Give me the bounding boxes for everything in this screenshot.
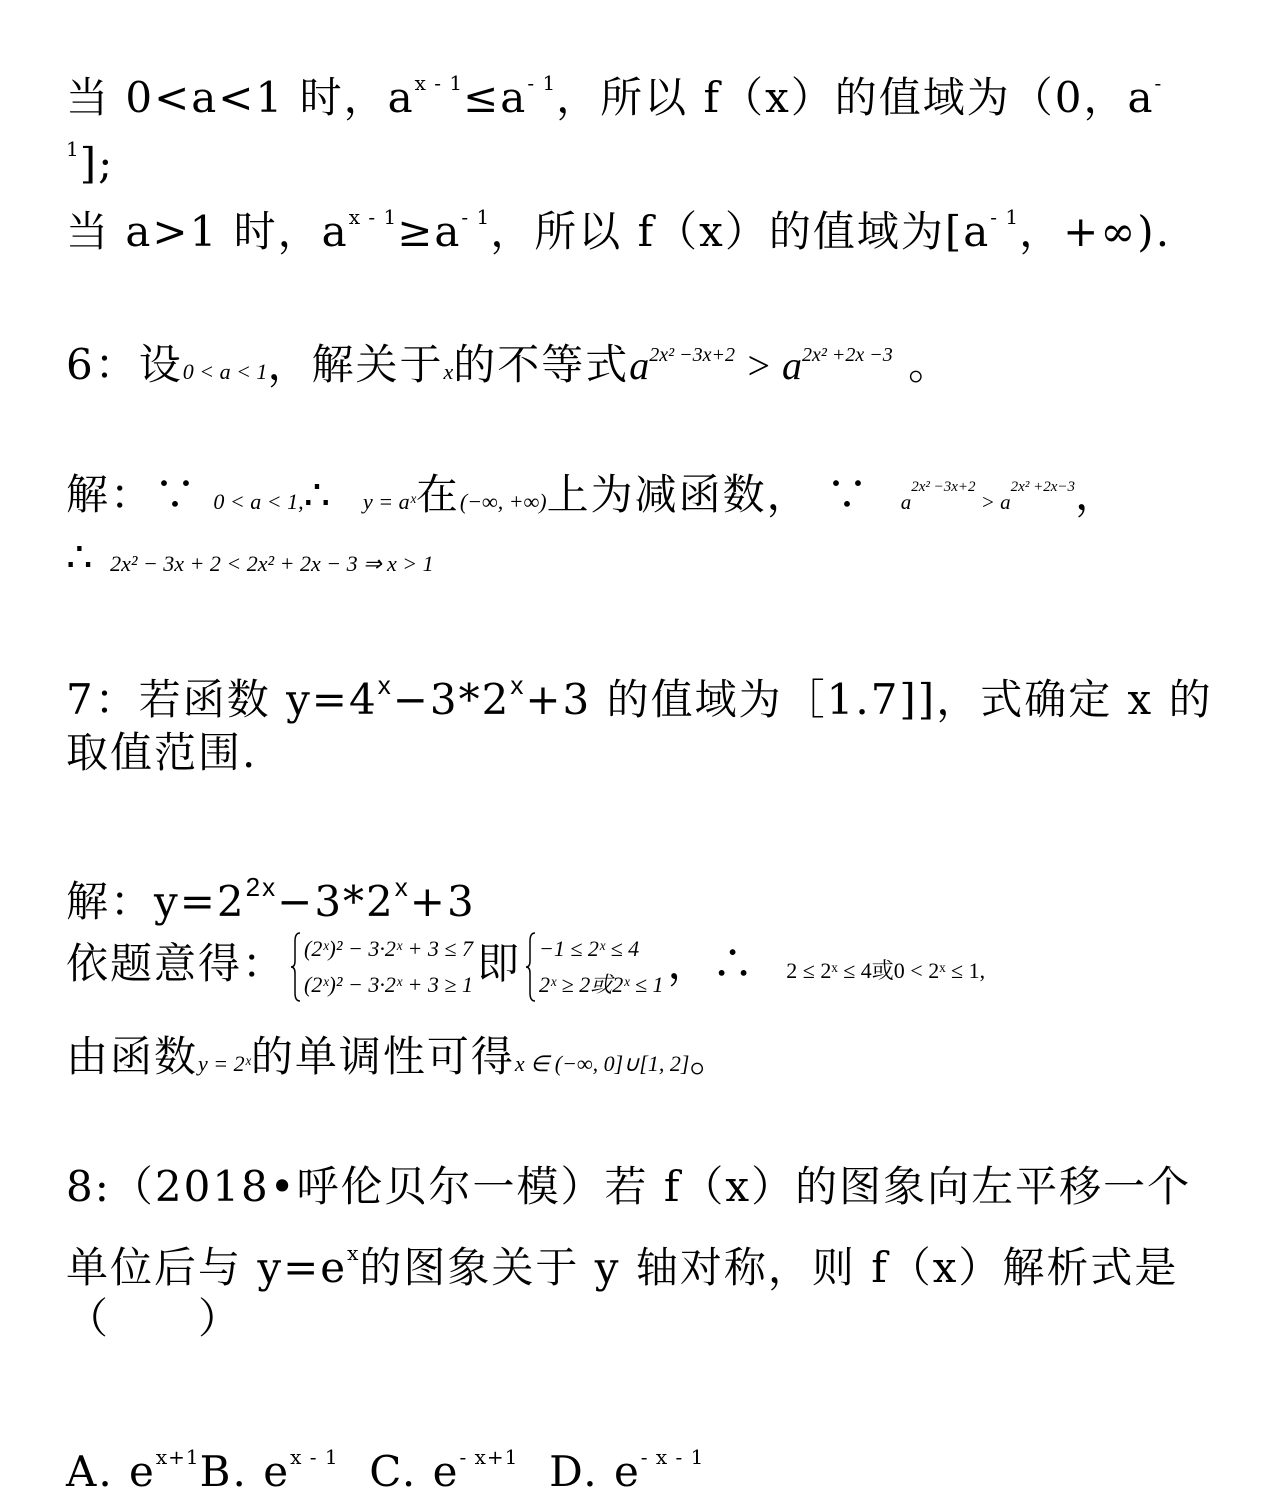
math-function: y = 2ˣ <box>198 1051 251 1076</box>
inequality-system-1 <box>290 931 473 1003</box>
exponent: x <box>347 1241 360 1265</box>
text: ，+∞). <box>1019 207 1172 256</box>
math-result: 2x² − 3x + 2 < 2x² + 2x − 3 ⇒ x > 1 <box>110 551 434 576</box>
math-exponent: 2x² +2x −3 <box>801 344 893 366</box>
therefore-symbol: ∴ <box>66 532 95 581</box>
math-exponent: 2x² −3x+2 <box>649 344 735 366</box>
text: −3*2 <box>277 877 395 926</box>
text: 的不等式 <box>453 340 630 389</box>
text: ]; <box>79 139 115 188</box>
therefore-symbol: ∴ <box>711 939 756 988</box>
text: ，所以 f（x）的值域为（0，a <box>556 73 1155 122</box>
text: 即 <box>476 939 521 988</box>
problem-7-line-1 <box>66 660 1213 725</box>
text: 当 a>1 时，a <box>66 207 349 256</box>
therefore-symbol: ∴ <box>303 470 333 519</box>
math-function: y = aˣ <box>363 489 416 514</box>
math-operator: > a <box>975 490 1011 514</box>
exponent: 1 <box>66 137 80 161</box>
math-condition: 0 < a < 1, <box>213 489 304 514</box>
text: +3 的值域为［1.7]]，式确定 x 的 <box>525 675 1213 724</box>
option-b: B. $e^{x - 1}$ <box>199 1445 339 1496</box>
solution-7-line-1 <box>66 862 476 927</box>
text: ， <box>667 939 712 988</box>
problem-8-line-3 <box>66 1294 242 1344</box>
math-exponent: 2x² −3x+2 <box>911 479 976 495</box>
math-base: a <box>629 343 650 388</box>
solution-label: 解： <box>66 470 155 519</box>
option-a: A. $e^{x+1}$ <box>66 1445 200 1496</box>
text: −3*2 <box>392 675 511 724</box>
text: ，解关于 <box>267 340 444 389</box>
text: ， <box>1074 470 1119 519</box>
inequality-system-2 <box>525 931 664 1003</box>
system-row: (2ˣ)² − 3·2ˣ + 3 ≤ 7 <box>304 936 473 961</box>
system-row: −1 ≤ 2ˣ ≤ 4 <box>538 936 640 961</box>
math-var: x <box>443 359 454 384</box>
text: 的单调性可得 <box>250 1032 515 1081</box>
text: 上为减函数， <box>546 470 811 519</box>
math-base: a <box>781 343 802 388</box>
math-base: a <box>900 490 912 514</box>
exponent: - <box>1154 71 1163 95</box>
text: 依题意得： <box>66 939 287 988</box>
system-row: (2ˣ)² − 3·2ˣ + 3 ≥ 1 <box>304 972 473 997</box>
solution-7-line-2 <box>66 928 985 1007</box>
problem-8-options <box>66 1432 704 1497</box>
text: ≥a <box>397 207 462 256</box>
exponent: - 1 <box>527 71 557 95</box>
problem-7-line-2 <box>66 728 257 778</box>
text: 。 <box>892 340 953 389</box>
option-d: D. $e^{- x - 1}$ <box>549 1445 705 1496</box>
problem-label: 6：设 <box>66 340 183 389</box>
range-case-a-lt-1 <box>66 58 1162 123</box>
text: 解：y=2 <box>66 877 246 926</box>
exponent: x <box>510 670 526 700</box>
problem-8-line-1 <box>66 1162 1191 1212</box>
solution-6-line-1 <box>66 462 1119 527</box>
exponent: 2x <box>245 872 278 902</box>
text: 单位后与 y=e <box>66 1243 348 1292</box>
range-case-a-lt-1-cont <box>66 124 114 189</box>
text: 7：若函数 y=4 <box>66 675 378 724</box>
text: 。 <box>689 1032 734 1081</box>
solution-6-line-2 <box>66 532 434 589</box>
problem-6 <box>66 330 952 397</box>
math-operator: > <box>734 343 782 388</box>
exponent: - 1 <box>461 205 491 229</box>
because-symbol: ∵ <box>154 470 199 519</box>
text: 8:（2018•呼伦贝尔一模）若 f（x）的图象向左平移一个 <box>66 1162 1192 1211</box>
exponent: x - 1 <box>348 205 398 229</box>
text: 取值范围. <box>66 728 258 777</box>
text: 当 0<a<1 时，a <box>66 73 415 122</box>
answer-blank: （ ） <box>66 1294 243 1343</box>
math-range: 2 ≤ 2ˣ ≤ 4或0 < 2ˣ ≤ 1, <box>786 958 986 983</box>
text: 的图象关于 y 轴对称，则 f（x）解析式是 <box>359 1243 1179 1292</box>
math-answer: x ∈ (−∞, 0]∪[1, 2] <box>514 1051 690 1076</box>
text: 在 <box>415 470 460 519</box>
exponent: x <box>394 872 410 902</box>
option-c: C. $e^{- x+1}$ <box>369 1445 519 1496</box>
text: +3 <box>409 877 476 926</box>
because-symbol: ∵ <box>825 470 870 519</box>
brace-icon <box>290 931 302 1003</box>
exponent: x - 1 <box>414 71 464 95</box>
exponent: x <box>377 670 393 700</box>
range-case-a-gt-1 <box>66 192 1171 257</box>
problem-8-line-2 <box>66 1228 1178 1293</box>
math-interval: (−∞, +∞) <box>459 489 547 514</box>
math-exponent: 2x² +2x−3 <box>1010 479 1075 495</box>
text: ，所以 f（x）的值域为[a <box>490 207 991 256</box>
solution-7-line-3 <box>66 1032 733 1089</box>
exponent: - 1 <box>990 205 1020 229</box>
brace-icon <box>525 931 537 1003</box>
math-condition: 0 < a < 1 <box>182 359 268 384</box>
text: 由函数 <box>66 1032 199 1081</box>
system-row: 2ˣ ≥ 2或2ˣ ≤ 1 <box>538 972 664 997</box>
text: ≤a <box>463 73 528 122</box>
